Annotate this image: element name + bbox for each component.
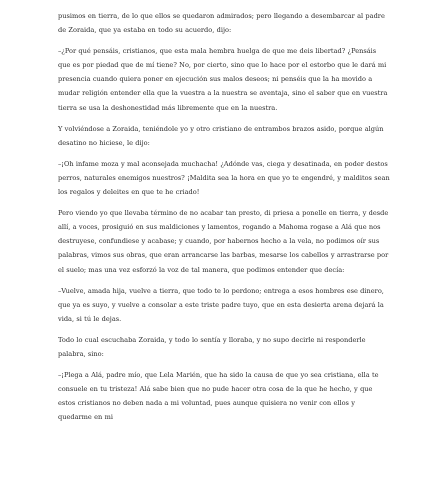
paragraph-2: –¿Por qué pensáis, cristianos, que esta mala hembra huelga de que me deis libertad? ¿Pensáis que es por piedad que de mí tiene? No, por cierto, sino que lo hace por el estorbo que le dará mi presencia cuando quiera poner en ejecución sus malos deseos; ni penséis que la ha movido a mudar religión entender ella que la vuestra a la nuestra se aventaja, sino el saber que en vuestra tierra se usa la deshonestidad más libremente que en la nuestra. (58, 47, 388, 112)
paragraph-3: Y volviéndose a Zoraida, teniéndole yo y otro cristiano de entrambos brazos asido, porque algún desatino no hiciese, le dijo: (58, 124, 384, 147)
paragraph-6: –Vuelve, amada hija, vuelve a tierra, que todo te lo perdono; entrega a esos hombres ese dinero, que ya es suyo, y vuelve a consolar a este triste padre tuyo, que en esta desierta arena dejará la vida, si tú le dejas. (58, 286, 384, 323)
paragraph-5: Pero viendo yo que llevaba término de no acabar tan presto, di priesa a ponelle en tierra, y desde allí, a voces, prosiguió en sus maldiciones y lamentos, rogando a Mahoma rogase a Alá que nos destruyese, confundiese y acabase; y cuando, por habernos hecho a la vela, no podimos oír sus palabras, vimos sus obras, que eran arrancarse las barbas, mesarse los cabellos y arrastrarse por el suelo; mas una vez esforzó la voz de tal manera, que podimos entender que decía: (58, 209, 389, 274)
text-column (58, 9, 390, 431)
paragraph-1: pusimos en tierra, de lo que ellos se quedaron admirados; pero llegando a desembarcar al padre de Zoraida, que ya estaba en todo su acuerdo, dijo: (58, 12, 385, 35)
paragraph-7: Todo lo cual escuchaba Zoraida, y todo lo sentía y lloraba, y no supo decirle ni responderle palabra, sino: (58, 335, 366, 358)
paragraph-4: –¡Oh infame moza y mal aconsejada muchacha! ¿Adónde vas, ciega y desatinada, en poder destos perros, naturales enemigos nuestros? ¡Maldita sea la hora en que yo te engendré, y malditos sean los regalos y deleites en que te he criado! (58, 159, 390, 197)
paragraph-8: –¡Plega a Alá, padre mío, que Lela Marién, que ha sido la causa de que yo sea cristiana, ella te consuele en tu tristeza! Alá sabe bien que no pude hacer otra cosa de la que he hecho, y que estos cristianos no deben nada a mi voluntad, pues aunque quisiera no venir con ellos y quedarme en mi (58, 371, 379, 422)
